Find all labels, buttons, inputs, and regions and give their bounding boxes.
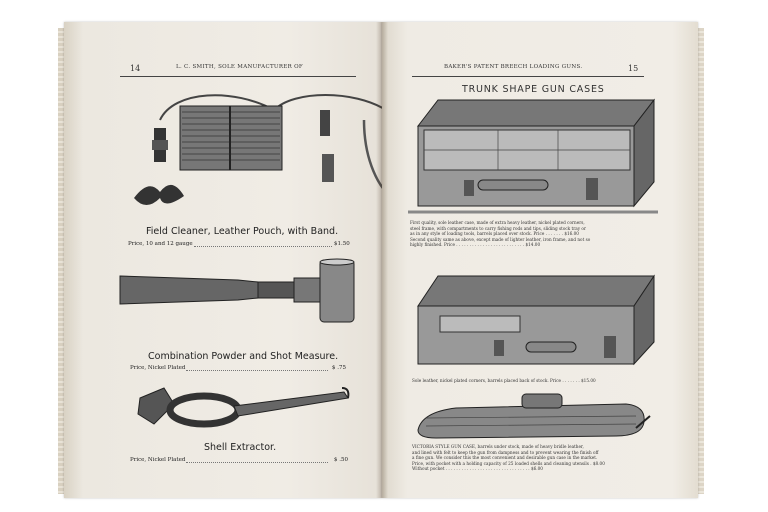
shell-extractor-price-label: Price, Nickel Plated [130,457,186,463]
powder-measure-price: $ .75 [332,365,346,371]
left-header-rule [120,76,356,77]
case-3-desc-line: and lined with felt to keep the gun from dampness and to prevent wearing the finish off [412,449,599,455]
case-1-desc-line: highly finished. Price . . . . . . . . . . . . . . . . . . . . . . . . . . $14.00 [410,242,541,248]
right-running-head: BAKER'S PATENT BREECH LOADING GUNS. [444,64,583,70]
leader-dots [194,246,332,247]
field-cleaner-price: $1.50 [334,241,350,247]
gun-case-3-illustration [416,392,656,442]
open-catalog [64,22,706,500]
right-page-number: 15 [628,64,639,73]
powder-measure-price-label: Price, Nickel Plated [130,365,186,371]
right-header-rule [412,76,644,77]
field-cleaner-illustration [124,80,364,220]
case-1-desc-line: steel frame, with compartments to carry fishing rods and tips, sliding stock tray or [410,225,586,231]
case-3-desc-line: Price, with pocket with a holding capacity of 25 loaded shells and cleaning utensils . $8.00 [412,460,605,466]
field-cleaner-price-label: Price, 10 and 12 gauge [128,241,193,247]
powder-measure-caption: Combination Powder and Shot Measure. [148,351,339,362]
right-page [382,22,698,498]
right-page-edges [698,28,704,494]
leader-dots [186,370,328,371]
case-3-desc-line: a fine gun. We consider this the most convenient and desirable gun case in the market. [412,455,598,461]
case-3-desc-line: Without pocket . . . . . . . . . . . . . . . . . . . . . . . . . . . . . . . . $6.00 [412,466,543,472]
case-3-description [412,444,662,472]
book-gutter [376,22,388,498]
case-1-description [410,220,660,248]
left-page [64,22,382,498]
field-cleaner-caption: Field Cleaner, Leather Pouch, with Band. [146,226,339,237]
left-page-number: 14 [130,64,141,73]
gun-case-2-illustration [410,272,660,372]
gun-case-1-illustration [408,96,658,216]
case-3-desc-line: VICTORIA STYLE GUN CASE, barrels under stock, made of heavy bridle leather, [412,444,584,449]
case-2-description: Sole leather, nickel plated corners, barrels placed back of stock. Price . . . . . . . $15.00 [412,378,596,383]
shell-extractor-caption: Shell Extractor. [204,442,277,453]
shell-extractor-price: $ .50 [334,457,348,463]
case-1-desc-line: Second quality same as above, except made of lighter leather, iron frame, and not so [410,236,591,242]
powder-measure-illustration [118,258,358,328]
leader-dots [186,462,328,463]
gun-cases-title: TRUNK SHAPE GUN CASES [462,84,605,95]
shell-extractor-illustration [134,384,354,444]
left-running-head: L. C. SMITH, SOLE MANUFACTURER OF [176,64,304,70]
case-1-desc-line: as in any style of loading tools, barrels placed over stock. Price . . . . . . . $16.00 [410,231,579,237]
case-1-desc-line: First quality, sole leather case, made of extra heavy leather, nickel plated corners, [410,220,585,225]
